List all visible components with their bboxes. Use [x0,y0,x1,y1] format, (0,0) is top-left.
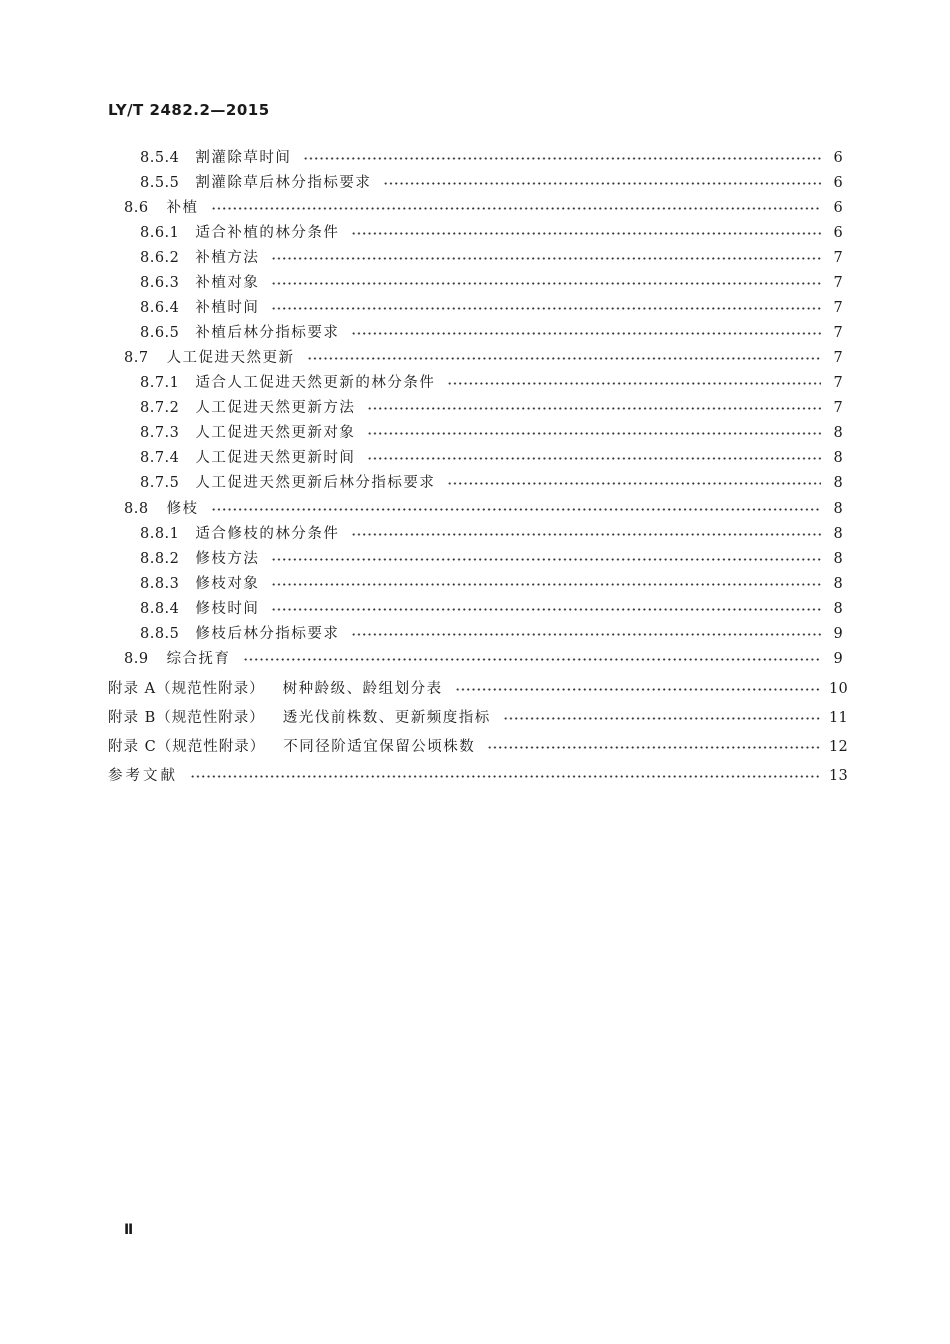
toc-entry-title: 适合补植的林分条件 [195,225,340,241]
dot-leader [351,232,821,235]
toc-entry-number: 8.7.1 [140,375,180,391]
toc-entry-title: 补植对象 [195,275,260,291]
toc-entry-page: 8 [833,475,843,491]
toc-entry-title: 补植方法 [195,250,260,266]
toc-entry-page: 9 [833,651,843,667]
toc-entry-page: 7 [833,250,843,266]
page-number-footer: Ⅱ [124,1222,134,1238]
toc-entry-page: 6 [833,200,843,216]
toc-entry[interactable] [140,572,843,592]
toc-entry-page: 6 [833,175,843,191]
toc-entry-number: 8.7 [124,350,149,366]
toc-entry-number: 附录 A（规范性附录） [108,681,265,697]
dot-leader [351,533,821,536]
toc-entry-number: 8.6.3 [140,275,180,291]
toc-entry-title: 人工促进天然更新 [166,350,295,366]
toc-entry-page: 8 [833,526,843,542]
dot-leader [303,157,821,160]
dot-leader [243,658,821,661]
toc-entry-number: 8.7.3 [140,425,180,441]
toc-entry-page: 8 [833,450,843,466]
toc-entry-title: 修枝 [166,501,199,517]
toc-entry-title: 补植 [166,200,199,216]
dot-leader [307,357,821,360]
toc-entry-page: 6 [833,150,843,166]
dot-leader [351,332,821,335]
toc-entry-title: 人工促进天然更新方法 [195,400,356,416]
dot-leader [455,688,821,691]
toc-entry-number: 附录 C（规范性附录） [108,739,266,755]
toc-entry[interactable] [140,321,843,341]
toc-entry-number: 8.7.2 [140,400,180,416]
toc-entry-title: 不同径阶适宜保留公顷株数 [283,739,476,755]
toc-entry[interactable] [140,597,843,617]
toc-entry[interactable] [140,146,843,166]
dot-leader [271,558,821,561]
toc-entry-page: 7 [833,275,843,291]
toc-entry-page: 8 [833,425,843,441]
toc-entry[interactable] [140,547,843,567]
dot-leader [211,207,821,210]
toc-entry-number: 8.5.4 [140,150,180,166]
toc-entry-title: 修枝后林分指标要求 [195,626,340,642]
toc-entry-page: 10 [829,681,849,697]
toc-entry-page: 12 [829,739,849,755]
dot-leader [190,775,821,778]
toc-entry-title: 修枝方法 [195,551,260,567]
toc-entry-page: 8 [833,601,843,617]
toc-entry[interactable] [140,371,843,391]
toc-entry-title: 修枝对象 [195,576,260,592]
toc-entry[interactable] [140,171,843,191]
toc-entry-number: 8.7.4 [140,450,180,466]
toc-entry-title: 适合修枝的林分条件 [195,526,340,542]
dot-leader [271,583,821,586]
toc-entry-title: 人工促进天然更新对象 [195,425,356,441]
toc-entry[interactable] [140,396,843,416]
dot-leader [487,746,821,749]
toc-entry-title: 树种龄级、龄组划分表 [282,681,443,697]
toc-entry-title: 人工促进天然更新后林分指标要求 [195,475,436,491]
toc-entry[interactable] [108,677,849,697]
toc-entry-title: 适合人工促进天然更新的林分条件 [195,375,436,391]
dot-leader [271,282,821,285]
toc-entry-number: 8.5.5 [140,175,180,191]
dot-leader [271,307,821,310]
toc-entry-number: 8.8.1 [140,526,180,542]
toc-entry-title: 割灌除草时间 [195,150,292,166]
toc-entry[interactable] [124,346,843,366]
dot-leader [503,717,821,720]
toc-entry[interactable] [140,271,843,291]
toc-entry-page: 7 [833,300,843,316]
toc-entry-title: 透光伐前株数、更新频度指标 [282,710,491,726]
toc-entry-page: 8 [833,501,843,517]
dot-leader [383,182,821,185]
toc-entry-number: 附录 B（规范性附录） [108,710,265,726]
dot-leader [447,482,821,485]
dot-leader [367,432,821,435]
toc-entry-page: 11 [829,710,849,726]
toc-entry-title: 割灌除草后林分指标要求 [195,175,372,191]
toc-entry-page: 6 [833,225,843,241]
toc-entry[interactable] [108,706,849,726]
toc-entry-page: 13 [829,768,849,784]
toc-entry-title: 参考文献 [108,768,178,784]
toc-entry-number: 8.8 [124,501,149,517]
dot-leader [447,382,821,385]
toc-entry-page: 7 [833,400,843,416]
toc-entry[interactable] [124,497,843,517]
toc-entry-number: 8.9 [124,651,149,667]
toc-entry[interactable] [124,196,843,216]
toc-entry[interactable] [108,764,849,784]
toc-entry-number: 8.6.4 [140,300,180,316]
toc-entry-title: 综合抚育 [166,651,231,667]
toc-entry-page: 9 [833,626,843,642]
dot-leader [271,608,821,611]
toc-entry[interactable] [140,622,843,642]
toc-entry-title: 补植时间 [195,300,260,316]
toc-entry-number: 8.6 [124,200,149,216]
toc-entry-page: 7 [833,325,843,341]
dot-leader [211,508,821,511]
toc-entry-title: 补植后林分指标要求 [195,325,340,341]
toc-entry[interactable] [140,246,843,266]
dot-leader [271,257,821,260]
toc-entry-number: 8.8.3 [140,576,180,592]
toc-entry-number: 8.8.2 [140,551,180,567]
toc-entry-page: 7 [833,350,843,366]
toc-entry[interactable] [140,421,843,441]
toc-entry-title: 修枝时间 [195,601,260,617]
toc-entry-page: 8 [833,551,843,567]
toc-entry[interactable] [140,296,843,316]
toc-entry[interactable] [140,446,843,466]
standard-number-header: LY/T 2482.2—2015 [108,101,270,119]
dot-leader [367,407,821,410]
toc-entry-title: 人工促进天然更新时间 [195,450,356,466]
toc-entry-page: 8 [833,576,843,592]
toc-entry-page: 7 [833,375,843,391]
toc-entry[interactable] [140,221,843,241]
toc-entry-number: 8.7.5 [140,475,180,491]
toc-entry-number: 8.8.5 [140,626,180,642]
toc-entry[interactable] [108,735,849,755]
toc-entry[interactable] [140,522,843,542]
dot-leader [367,457,821,460]
toc-entry-number: 8.8.4 [140,601,180,617]
toc-entry-number: 8.6.1 [140,225,180,241]
toc-entry-number: 8.6.2 [140,250,180,266]
dot-leader [351,633,821,636]
toc-entry[interactable] [124,647,843,667]
toc-entry[interactable] [140,471,843,491]
toc-entry-number: 8.6.5 [140,325,180,341]
